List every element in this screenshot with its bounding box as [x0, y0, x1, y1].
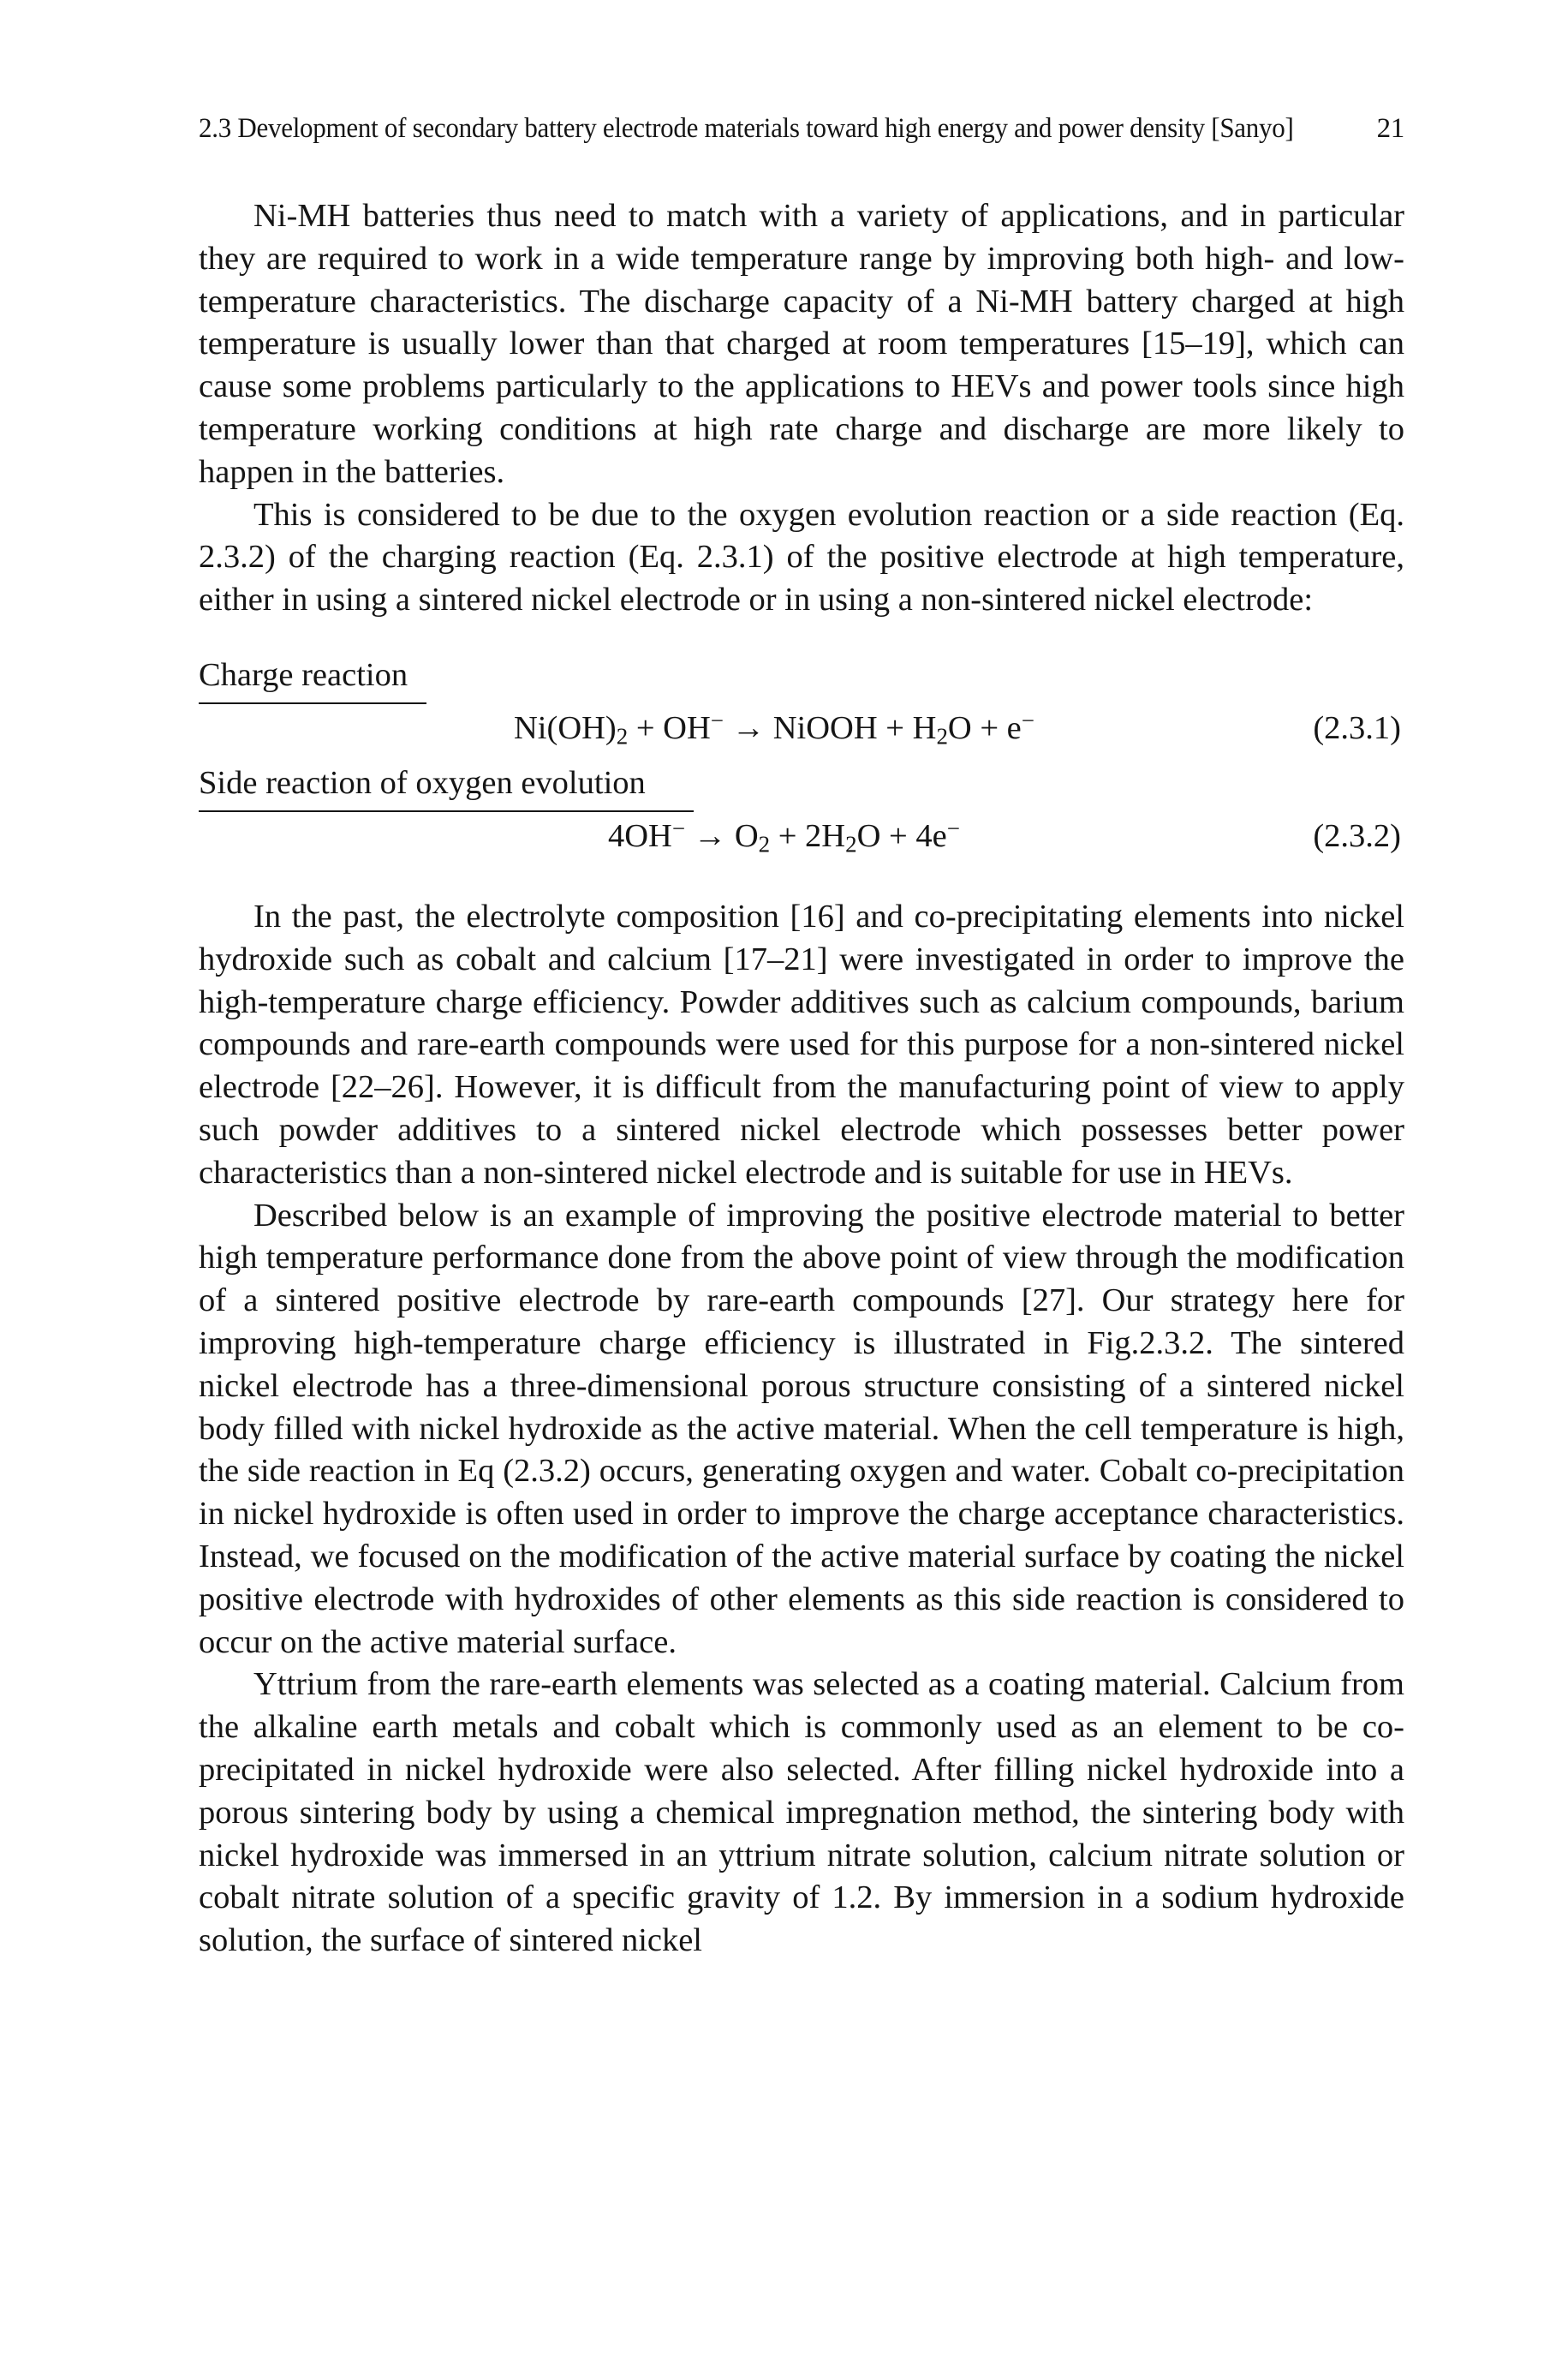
page-number: 21: [1376, 113, 1404, 144]
paragraph-3: In the past, the electrolyte composition [16] and co-precipitating elements into nickel hydroxide such as cobalt and calcium [17–21] were investigated in order to improve the high-temperature charge efficiency. Powder additives such as calcium compounds, barium compounds and rare-earth compounds were used for this purpose for a non-sintered nickel electrode [22–26]. However, it is difficult from the manufacturing point of view to apply such powder additives to a sintered nickel electrode which possesses better power characteristics than a non-sintered nickel electrode and is suitable for use in HEVs.: [199, 898, 1404, 1191]
charge-reaction-equation: $Ni(OH)_2 + OH^-$ → NiOOH + $H_2O + e^-$: [514, 707, 1034, 750]
paragraph-2: This is considered to be due to the oxygen evolution reaction or a side reaction (Eq. 2.3.2) of the charging reaction (Eq. 2.3.1) of the positive electrode at high temperature, either in using a sintered nickel electrode or in using a non-sintered nickel electrode:: [199, 496, 1404, 618]
book-page: [199, 110, 1404, 1963]
running-head: [199, 110, 1404, 147]
paragraph-1: Ni-MH batteries thus need to match with a variety of applications, and in particular they are required to work in a wide temperature range by improving both high- and low-temperature characteristics. The discharge capacity of a Ni-MH battery charged at high temperature is usually lower than that charged at room temperatures [15–19], which can cause some problems particularly to the applications to HEVs and power tools since high temperature working conditions at high rate charge and discharge are more likely to happen in the batteries.: [199, 198, 1404, 490]
reaction-equations: [199, 656, 1404, 855]
paragraph-4: Described below is an example of improving the positive electrode material to better high temperature performance done from the above point of view through the modification of a sintered positive electrode by rare-earth compounds [27]. Our strategy here for improving high-temperature charge efficiency is illustrated in Fig.2.3.2. The sintered nickel electrode has a three-dimensional porous structure consisting of a sintered nickel body filled with nickel hydroxide as the active material. When the cell temperature is high, the side reaction in Eq (2.3.2) occurs, generating oxygen and water. Cobalt co-precipitation in nickel hydroxide is often used in order to improve the charge acceptance characteristics. Instead, we focused on the modification of the active material surface by coating the nickel positive electrode with hydroxides of other elements as this side reaction is considered to occur on the active material surface.: [199, 1197, 1404, 1660]
section-title: 2.3 Development of secondary battery electrode materials toward high energy and power density [Sanyo]: [199, 113, 1294, 144]
equation-number-2-3-2: (2.3.2): [1313, 817, 1401, 854]
paragraph-5: Yttrium from the rare-earth elements was selected as a coating material. Calcium from the alkaline earth metals and cobalt which is commonly used as an element to be co-precipitated in nickel hydroxide were also selected. After filling nickel hydroxide into a porous sintering body by using a chemical impregnation method, the sintering body with nickel hydroxide was immersed in an yttrium nitrate solution, calcium nitrate solution or cobalt nitrate solution of a specific gravity of 1.2. By immersion in a sodium hydroxide solution, the surface of sintered nickel: [199, 1666, 1404, 1959]
equation-number-2-3-1: (2.3.1): [1313, 709, 1401, 746]
oxygen-evolution-equation: $4OH^- \to O_2 + 2H_2O + 4e^-$: [608, 815, 960, 857]
oxygen-evolution-label: Side reaction of oxygen evolution: [199, 764, 694, 812]
charge-reaction-label: Charge reaction: [199, 656, 426, 704]
